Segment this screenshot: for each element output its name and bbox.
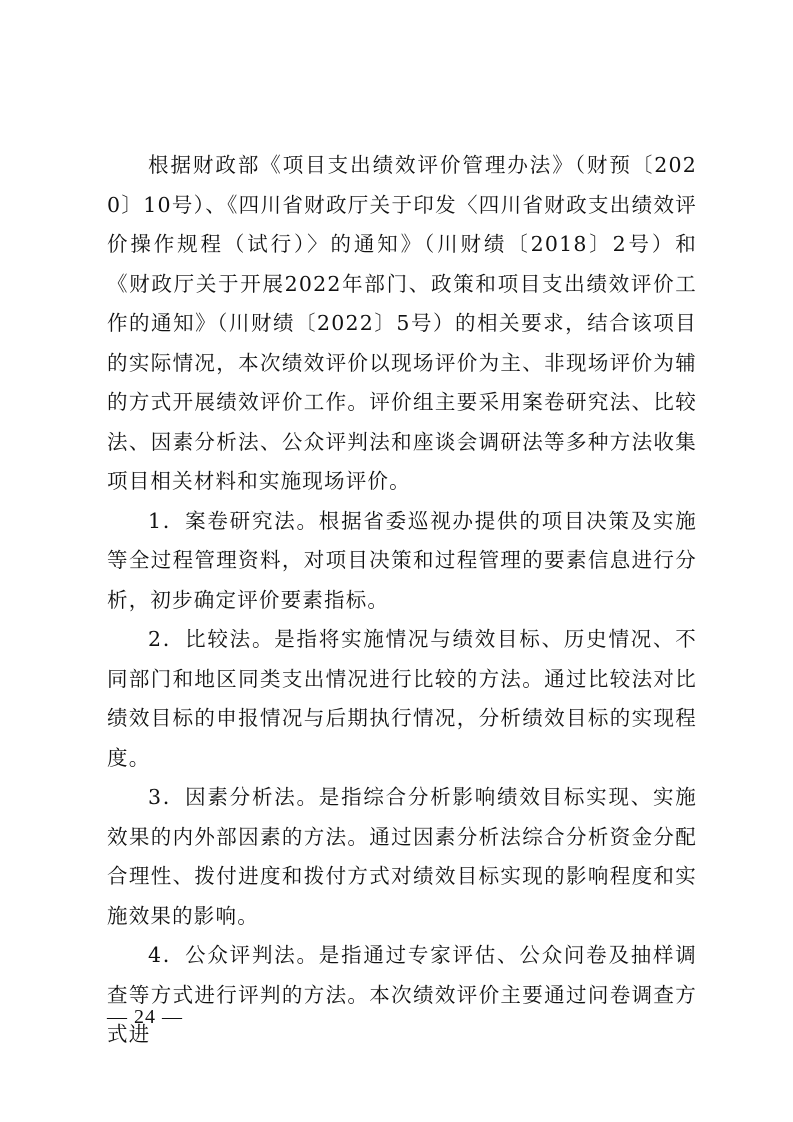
paragraph-comparison-method: 2．比较法。是指将实施情况与绩效目标、历史情况、不同部门和地区同类支出情况进行比较的方法。通过比较法对比绩效目标的申报情况与后期执行情况，分析绩效目标的实现程度。 xyxy=(107,627,697,770)
page-number: — 24 — xyxy=(107,1006,183,1028)
paragraph-methods-intro: 根据财政部《项目支出绩效评价管理办法》（财预〔2020〕10号）、《四川省财政厅关于印发〈四川省财政支出绩效评价操作规程（试行）〉的通知》（川财绩〔2018〕2号）和《财政厅关于开展2022年部门、政策和项目支出绩效评价工作的通知》（川财绩〔2022〕5号）的相关要求，结合该项目的实际情况，本次绩效评价以现场评价为主、非现场评价为辅的方式开展绩效评价工作。评价组主要采用案卷研究法、比较法、因素分析法、公众评判法和座谈会调研法等多种方法收集项目相关材料和实施现场评价。 xyxy=(107,153,697,493)
document-body xyxy=(107,146,697,1055)
paragraph-case-study-method: 1．案卷研究法。根据省委巡视办提供的项目决策及实施等全过程管理资料，对项目决策和过程管理的要素信息进行分析，初步确定评价要素指标。 xyxy=(107,508,697,612)
paragraph-public-evaluation-method: 4．公众评判法。是指通过专家评估、公众问卷及抽样调查等方式进行评判的方法。本次绩效评价主要通过问卷调查方式进 xyxy=(107,943,697,1046)
paragraph-factor-analysis-method: 3．因素分析法。是指综合分析影响绩效目标实现、实施效果的内外部因素的方法。通过因素分析法综合分析资金分配合理性、拨付进度和拨付方式对绩效目标实现的影响程度和实施效果的影响。 xyxy=(107,785,697,928)
